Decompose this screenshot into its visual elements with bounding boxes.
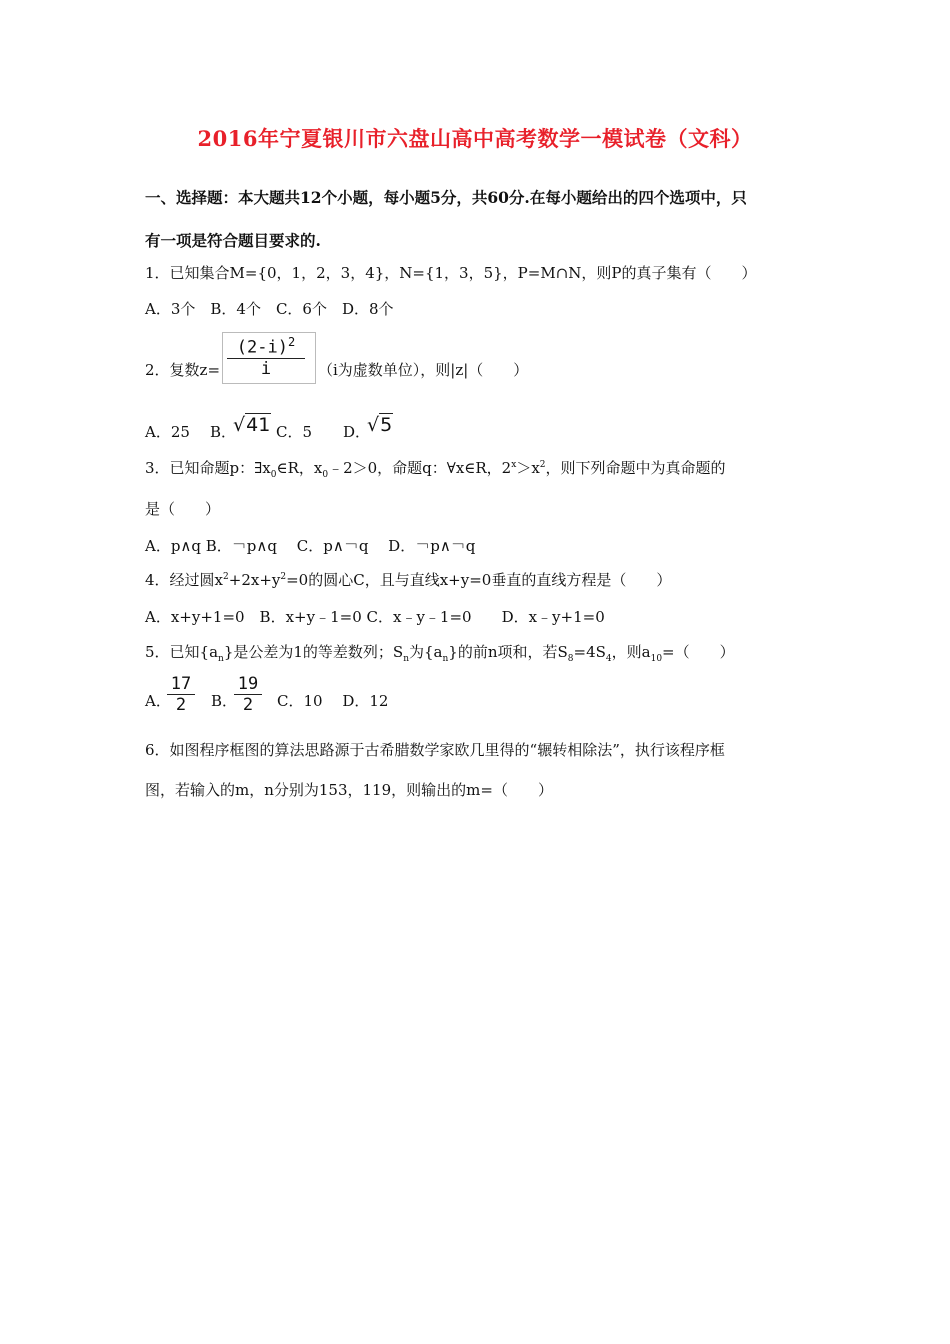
question-5-option-b-label: B． [211,692,238,710]
sqrt-5: √5 [367,414,393,436]
question-4-options: A．x+y+1=0 B．x+y﹣1=0 C．x﹣y﹣1=0 D．x﹣y+1=0 [145,608,605,626]
sqrt-5-radicand: 5 [380,414,393,436]
question-1-options: A．3个 B．4个 C．6个 D．8个 [145,300,394,318]
complex-fraction [227,335,305,379]
question-3-stem-continued: 是（ ） [145,500,221,518]
sqrt-41: √41 [233,414,271,436]
sqrt-41-radicand: 41 [246,414,271,436]
fraction-exponent: 2 [287,335,296,349]
fraction-numerator: (2-i) [236,337,288,358]
question-5-options-c-d: C．10 D．12 [277,692,389,710]
question-1-stem: 1．已知集合M={0，1，2，3，4}，N={1，3，5}，P=M∩N，则P的真子集有（ ） [145,264,757,282]
question-5-option-a-label: A． [145,692,171,710]
question-6-stem-line2: 图，若输入的m，n分别为153，119，则输出的m=（ ） [145,781,553,799]
section-heading-line2: 有一项是符合题目要求的. [145,231,321,250]
section-heading-line1: 一、选择题：本大题共12个小题，每小题5分，共60分.在每小题给出的四个选项中，只 [145,188,747,207]
question-2-option-a: A．25 [145,423,190,441]
question-2-option-d-label: D． [343,423,371,441]
question-3-stem: 3．已知命题p：$\exists x_0\in R$，$x_0﹣2>0$，命题q：∀x∈R，$2^x>x^2$，则下列命题中为真命题的 [145,459,726,480]
question-2-suffix: （i为虚数单位），则|z|（ ） [318,361,529,379]
exam-title: 2016年宁夏银川市六盘山高中高考数学一模试卷（文科） [197,126,753,151]
question-2-prefix: 2．复数z= [145,361,221,379]
question-2-formula-image [222,332,316,384]
question-5-stem: 5．已知$\{a_n\}$是公差为1的等差数列；$S_n$为$\{a_n\}$的前n项和，若$S_8=4S_4$，则$a_{10}=$（ ） [145,643,735,664]
fraction-17-over-2: 17 2 [167,674,195,715]
question-2-option-b-label: B． [210,423,237,441]
fraction-denominator: i [260,358,272,379]
question-3-options: A．p∧q B．￢p∧q C．p∧￢q D．￢p∧￢q [145,537,476,555]
question-6-stem-line1: 6．如图程序框图的算法思路源于古希腊数学家欧几里得的“辗转相除法”，执行该程序框 [145,741,725,759]
question-2-option-c: C．5 [276,423,313,441]
fraction-19-over-2: 19 2 [234,674,262,715]
question-4-stem: 4．经过圆$x^2+2x+y^2=0$的圆心C，且与直线x+y=0垂直的直线方程是（ ） [145,571,672,589]
